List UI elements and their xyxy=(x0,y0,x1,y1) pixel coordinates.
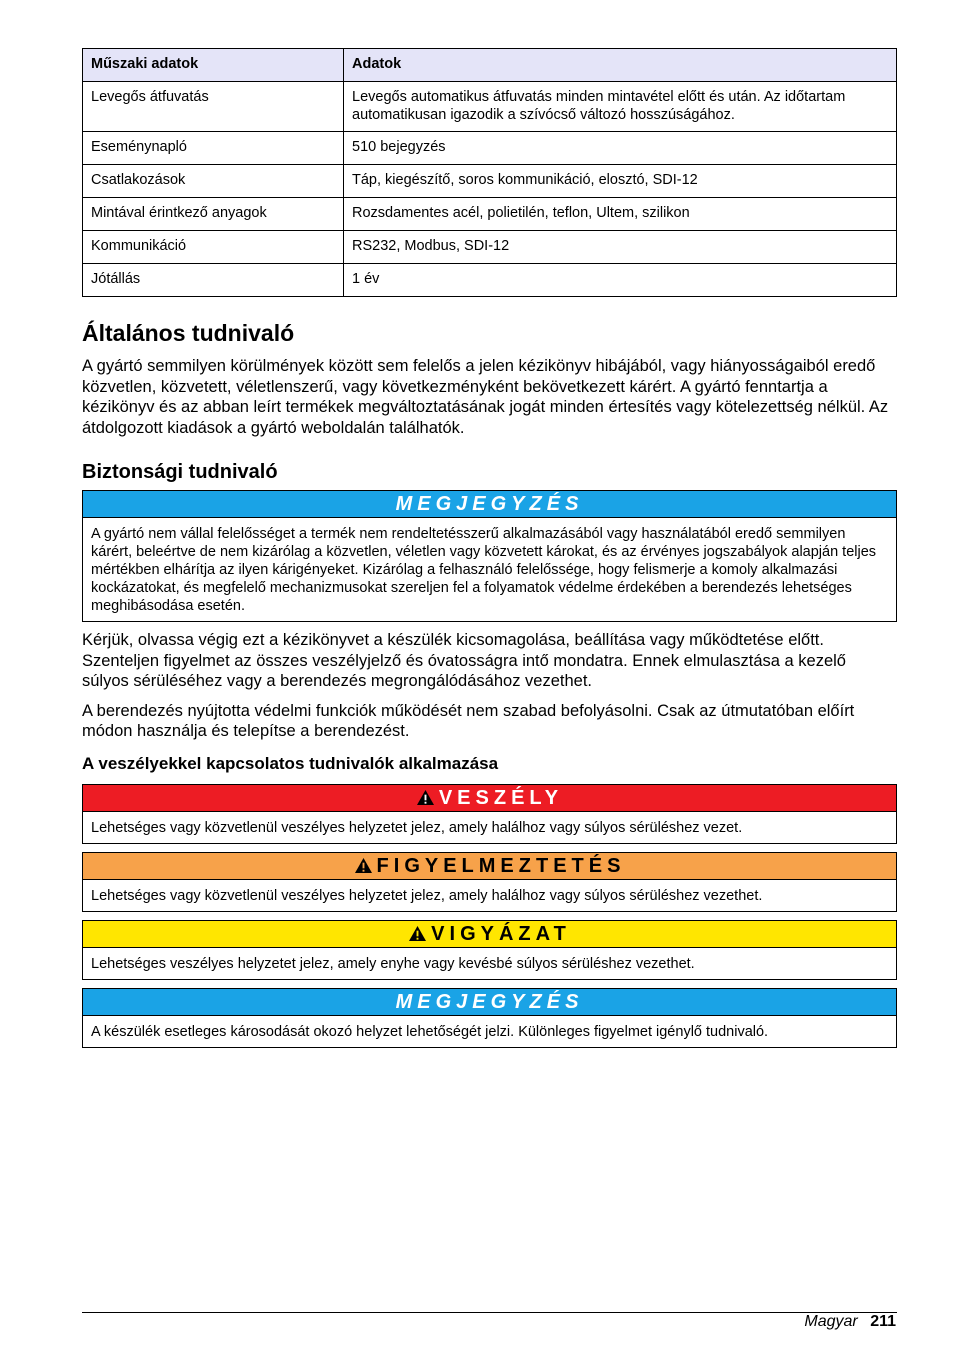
general-paragraph: A gyártó semmilyen körülmények között sem felelős a jelen kézikönyv hibájából, vagy hiányosságaiból eredő közvetlen, közvetett, véletlenszerű, vagy következményként bekövetkezett kárért. A gyártó fenntartja a kézikönyv és az abban leírt termékek megváltoztatásának jogát minden értesítés vagy kötelezettség nélkül. Az átdolgozott kiadások a gyártó weboldalán találhatók. xyxy=(82,357,889,437)
table-cell: Jótállás xyxy=(83,264,344,297)
warning-triangle-icon xyxy=(354,857,373,874)
table-cell: 510 bejegyzés xyxy=(344,132,897,165)
table-cell: Levegős automatikus átfuvatás minden mintavétel előtt és után. Az időtartam automatikusan igazodik a szívócső változó hosszúságához. xyxy=(344,82,897,132)
caution-box xyxy=(82,920,897,980)
table-cell: Mintával érintkező anyagok xyxy=(83,198,344,231)
danger-header xyxy=(83,785,896,812)
table-row xyxy=(83,132,897,165)
notice-text: A készülék esetleges károsodását okozó helyzet lehetőségét jelzi. Különleges figyelmet igénylő tudnivaló. xyxy=(91,1023,769,1040)
section-title-hazard: A veszélyekkel kapcsolatos tudnivalók alkalmazása xyxy=(82,753,499,773)
table-row xyxy=(83,231,897,264)
table-header-row xyxy=(83,49,897,82)
safety-paragraph: Kérjük, olvassa végig ezt a kézikönyvet a készülék kicsomagolása, beállítása vagy működtetése előtt. Szenteljen figyelmet az összes veszélyjelző és óvatosságra intő mondatra. Ennek elmulasztása a kezelő súlyos sérüléséhez vagy a berendezés megrongálódásához vezethet. xyxy=(82,631,846,690)
safety-paragraph: A berendezés nyújtotta védelmi funkciók működését nem szabad befolyásolni. Csak az útmutatóban előírt módon használja és telepítse a berendezést. xyxy=(82,701,855,740)
danger-box xyxy=(82,784,897,844)
section-title-safety: Biztonsági tudnivaló xyxy=(82,461,278,483)
table-cell: 1 év xyxy=(344,264,897,297)
table-cell: Rozsdamentes acél, polietilén, teflon, Ultem, szilikon xyxy=(344,198,897,231)
warning-header xyxy=(83,853,896,880)
notice-label: MEGJEGYZÉS xyxy=(395,990,584,1013)
table-cell: Eseménynapló xyxy=(83,132,344,165)
table-cell: Kommunikáció xyxy=(83,231,344,264)
notice-text: A gyártó nem vállal felelősséget a termék nem rendeltetésszerű alkalmazásából vagy használatából eredő semmilyen kárért, beleértve de nem kizárólag a közvetlen, véletlen vagy közvetett károkat, és az érvényes jogszabályok alapján teljes mértékben elhárítja az ilyen kárigényeket. Kizárólag a felhasználó felelőssége, hogy felismerje a komoly alkalmazási kockázatokat, és megfelelő mechanizmusokat szereljen fel a folyamatok védelme érdekében a berendezés lehetséges meghibásodása esetén. xyxy=(91,526,877,614)
section-title-general: Általános tudnivaló xyxy=(82,320,295,346)
specifications-table xyxy=(82,48,897,297)
page-footer xyxy=(804,1312,896,1332)
page-number: 211 xyxy=(870,1313,896,1330)
table-row xyxy=(83,264,897,297)
notice-box xyxy=(82,988,897,1048)
table-row xyxy=(83,165,897,198)
table-row xyxy=(83,82,897,132)
danger-label: VESZÉLY xyxy=(438,786,564,809)
table-header-cell: Adatok xyxy=(344,49,897,82)
caution-label: VIGYÁZAT xyxy=(431,922,571,945)
table-cell: Levegős átfuvatás xyxy=(83,82,344,132)
table-header-cell: Műszaki adatok xyxy=(83,49,344,82)
warning-text: Lehetséges vagy közvetlenül veszélyes helyzetet jelez, amely halálhoz vagy súlyos sérüléshez vezethet. xyxy=(91,887,763,904)
notice-header xyxy=(83,989,896,1016)
warning-label: FIGYELMEZTETÉS xyxy=(376,854,626,877)
warning-triangle-icon xyxy=(408,925,427,942)
document-page xyxy=(82,48,897,1056)
table-cell: Csatlakozások xyxy=(83,165,344,198)
danger-text: Lehetséges vagy közvetlenül veszélyes helyzetet jelez, amely halálhoz vagy súlyos sérüléshez vezet. xyxy=(91,819,743,836)
table-cell: Táp, kiegészítő, soros kommunikáció, elosztó, SDI-12 xyxy=(344,165,897,198)
notice-header xyxy=(83,491,896,518)
notice-label: MEGJEGYZÉS xyxy=(395,493,584,515)
table-row xyxy=(83,198,897,231)
footer-language: Magyar xyxy=(804,1313,858,1330)
warning-box xyxy=(82,852,897,912)
warning-triangle-icon xyxy=(416,789,435,806)
table-cell: RS232, Modbus, SDI-12 xyxy=(344,231,897,264)
caution-text: Lehetséges veszélyes helyzetet jelez, amely enyhe vagy kevésbé súlyos sérüléshez vezethet. xyxy=(91,955,695,972)
caution-header xyxy=(83,921,896,948)
notice-box xyxy=(82,490,897,622)
footer-divider xyxy=(82,1312,897,1313)
